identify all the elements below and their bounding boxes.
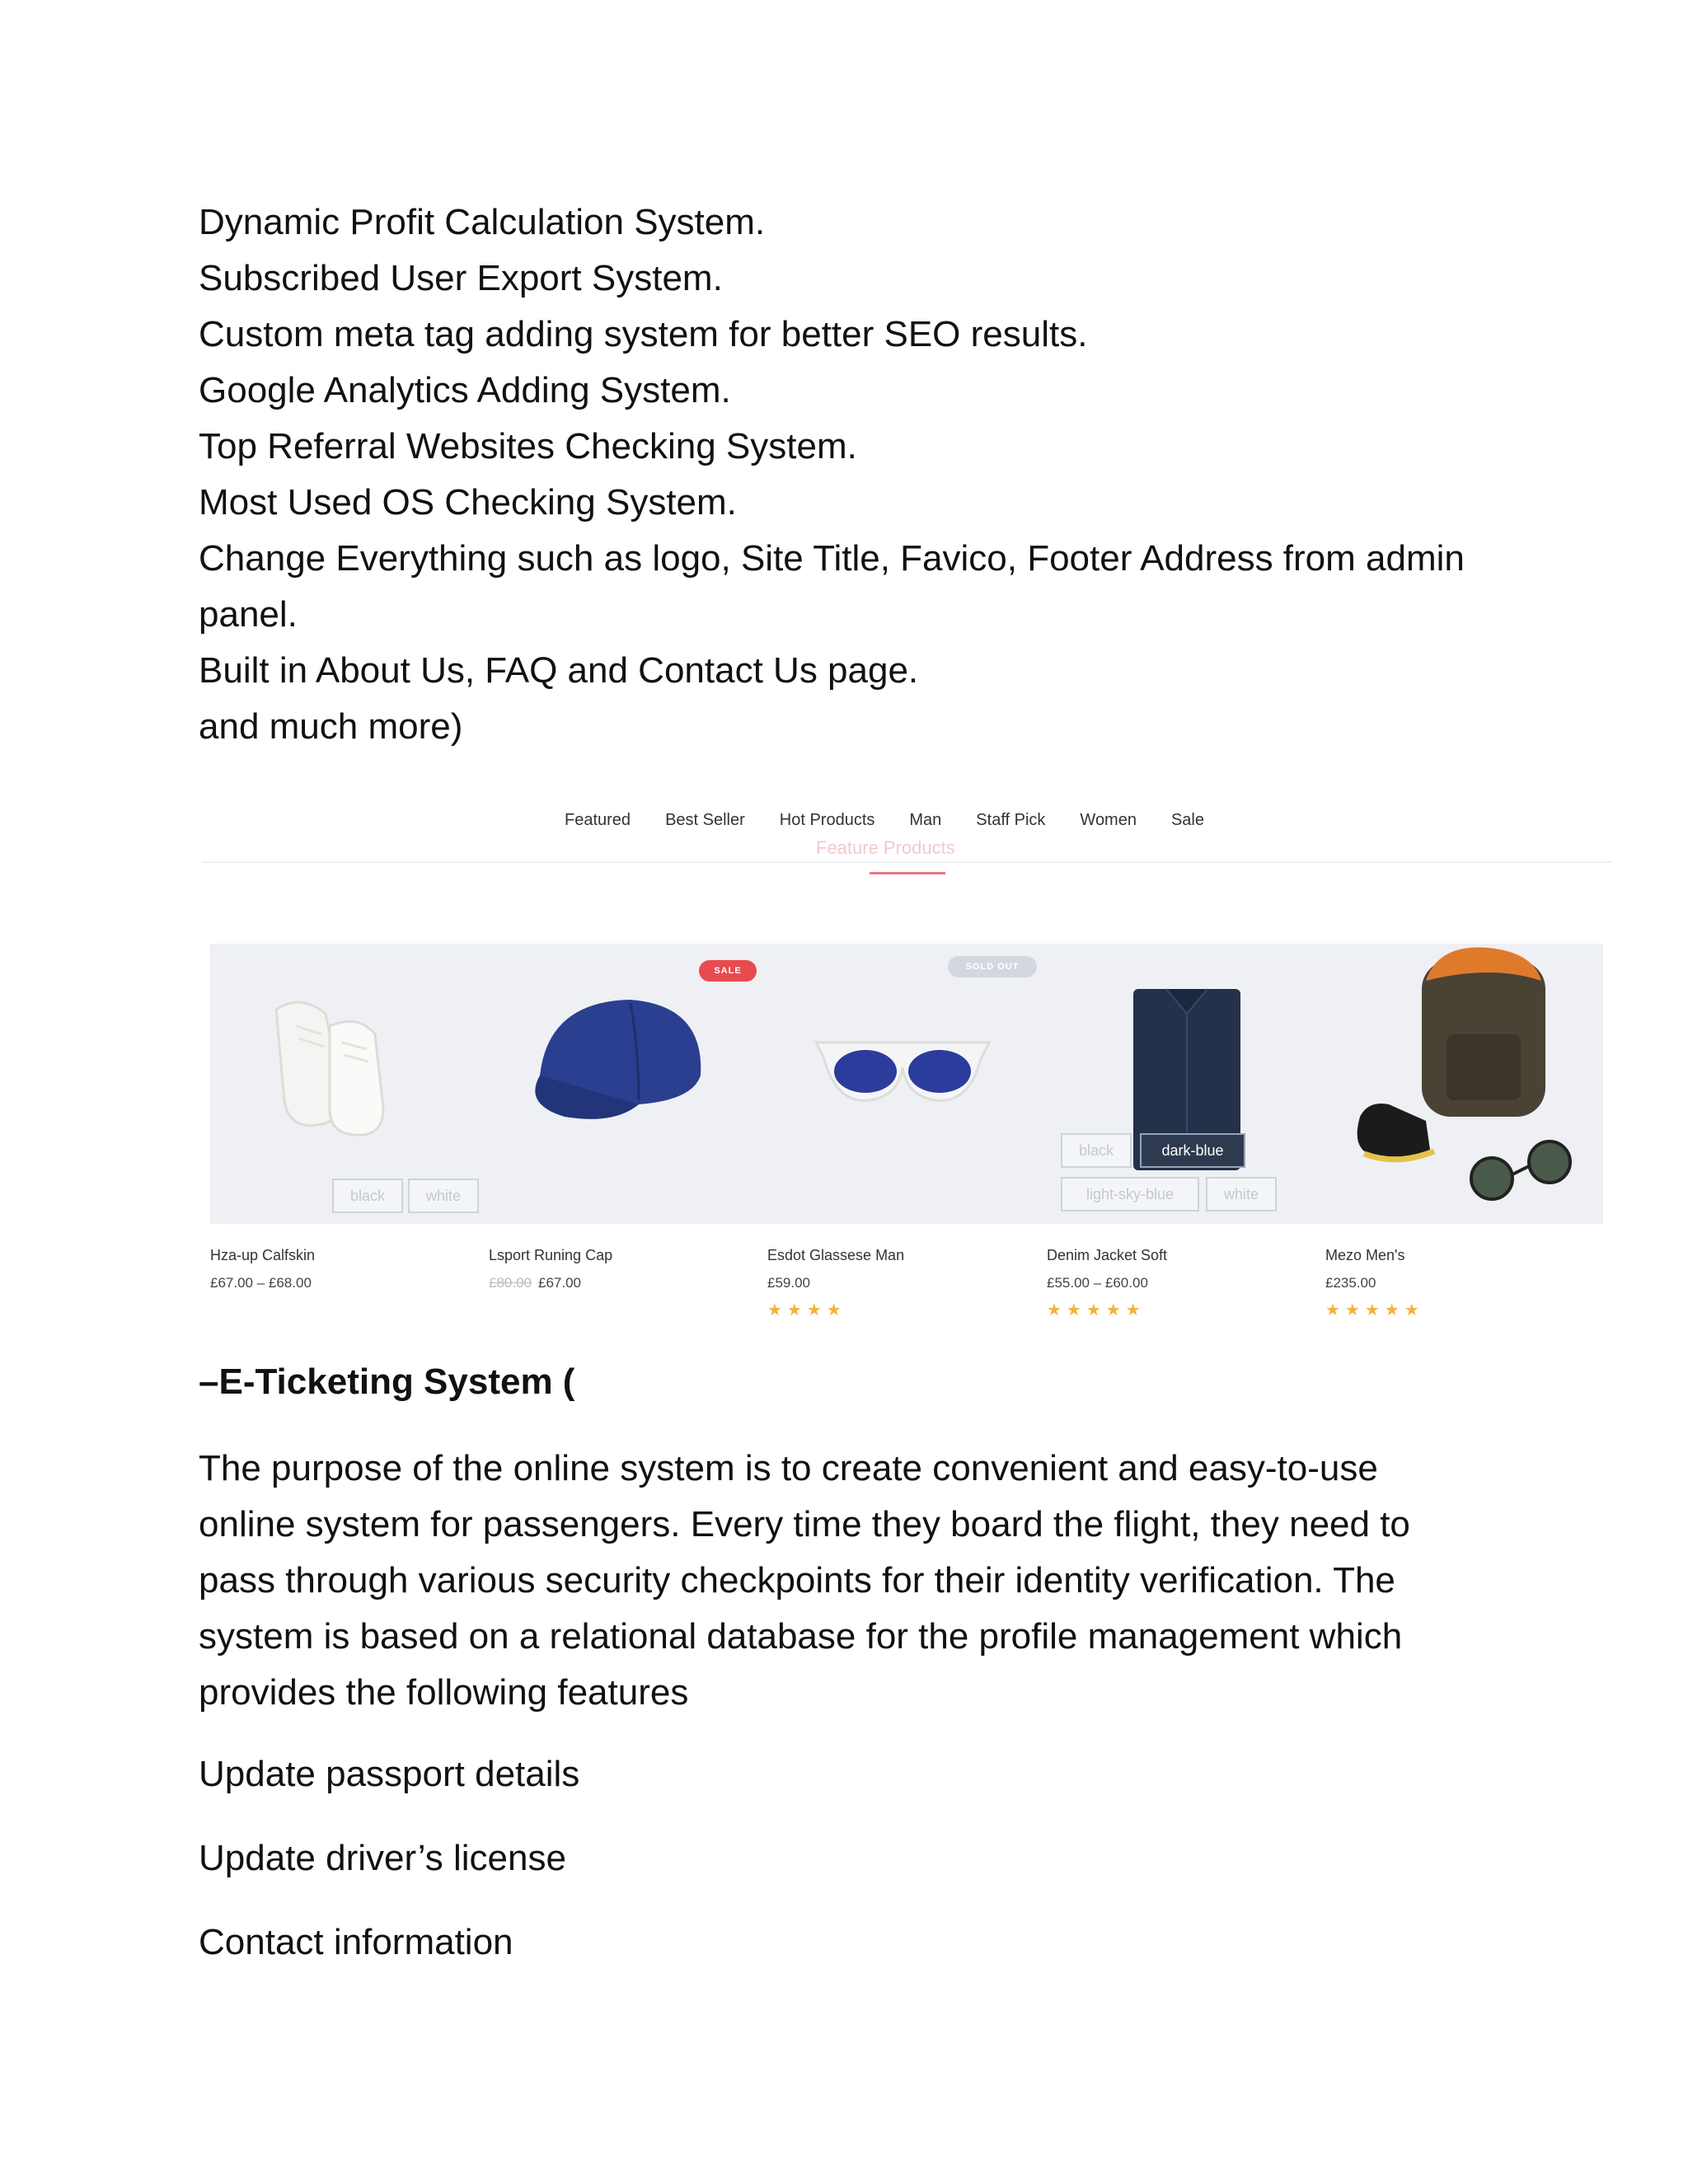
product-price [1047,1275,1148,1291]
feature-item: Google Analytics Adding System. [199,370,731,410]
rating-stars: ★★★★★ [1325,1301,1424,1319]
feature-item: Dynamic Profit Calculation System. [199,202,766,242]
tab-sale[interactable]: Sale [1170,811,1204,829]
feature-item: Update passport details [199,1754,580,1794]
swatch-black[interactable]: black [332,1179,403,1213]
section-title: –E-Ticketing System ( [199,1361,575,1402]
feature-item: Subscribed User Export System. [199,258,723,298]
sale-badge: SALE [699,960,757,982]
paragraph-line: The purpose of the online system is to create convenient and easy-to-use [199,1448,1378,1488]
swatch-white[interactable]: white [408,1179,479,1213]
accessories-image[interactable] [1348,944,1595,1216]
tab-staff-pick[interactable]: Staff Pick [976,811,1046,829]
feature-item: Change Everything such as logo, Site Title, Favico, Footer Address from admin [199,538,1465,579]
rating-stars: ★★★★ [767,1301,846,1319]
product-price-value: £67.00 [538,1275,581,1291]
swatch-dark-blue[interactable]: dark-blue [1140,1133,1245,1168]
rating-stars: ★★★★★ [1047,1301,1146,1319]
feature-item: Update driver’s license [199,1838,566,1878]
product-name[interactable]: Lsport Runing Cap [489,1247,613,1263]
cap-image[interactable] [515,985,721,1125]
tab-featured[interactable]: Featured [565,811,631,829]
swatch-white[interactable]: white [1206,1177,1277,1212]
feature-item: Contact information [199,1922,513,1962]
feature-item: Built in About Us, FAQ and Contact Us page. [199,650,919,691]
product-price-value: £235.00 [1325,1275,1376,1291]
product-name[interactable]: Hza-up Calfskin [210,1247,316,1263]
product-old-price: £80.00 [489,1275,532,1291]
product-price [1325,1275,1376,1291]
paragraph-line: online system for passengers. Every time they board the flight, they need to [199,1504,1410,1544]
feature-item: panel. [199,594,298,635]
product-price-value: £55.00 – £60.00 [1047,1275,1148,1291]
product-price [210,1275,312,1291]
tab-women[interactable]: Women [1080,811,1137,829]
feature-item: Custom meta tag adding system for better SEO results. [199,314,1088,354]
product-price [767,1275,810,1291]
product-price [489,1275,581,1291]
product-name[interactable]: Denim Jacket Soft [1047,1247,1168,1263]
tab-man[interactable]: Man [909,811,942,829]
product-name[interactable]: Mezo Men's [1325,1247,1405,1263]
feature-item: Most Used OS Checking System. [199,482,737,523]
feature-item: Top Referral Websites Checking System. [199,426,857,466]
feature-item: and much more) [199,706,463,747]
product-tabs [565,811,1204,830]
section-paragraph [199,1441,1484,1721]
tab-best-seller[interactable]: Best Seller [665,811,745,829]
product-price-value: £67.00 – £68.00 [210,1275,312,1291]
section-subtitle: Feature Products [816,837,955,858]
paragraph-line: system is based on a relational database for the profile management which [199,1616,1403,1657]
divider [202,861,1611,863]
swatch-light-sky-blue[interactable]: light-sky-blue [1061,1177,1199,1212]
sneakers-image[interactable] [251,977,400,1141]
paragraph-line: pass through various security checkpoints for their identity verification. The [199,1560,1395,1601]
paragraph-line: provides the following features [199,1672,689,1713]
product-name[interactable]: Esdot Glassese Man [767,1247,905,1263]
tab-hot-products[interactable]: Hot Products [779,811,875,829]
subtitle-underline [870,872,945,874]
product-price-value: £59.00 [767,1275,810,1291]
sunglasses-image[interactable] [812,1026,993,1125]
feature-list [199,194,1517,755]
storefront-screenshot [202,791,1611,1335]
sold-out-badge: SOLD OUT [948,956,1037,977]
swatch-black[interactable]: black [1061,1133,1132,1168]
